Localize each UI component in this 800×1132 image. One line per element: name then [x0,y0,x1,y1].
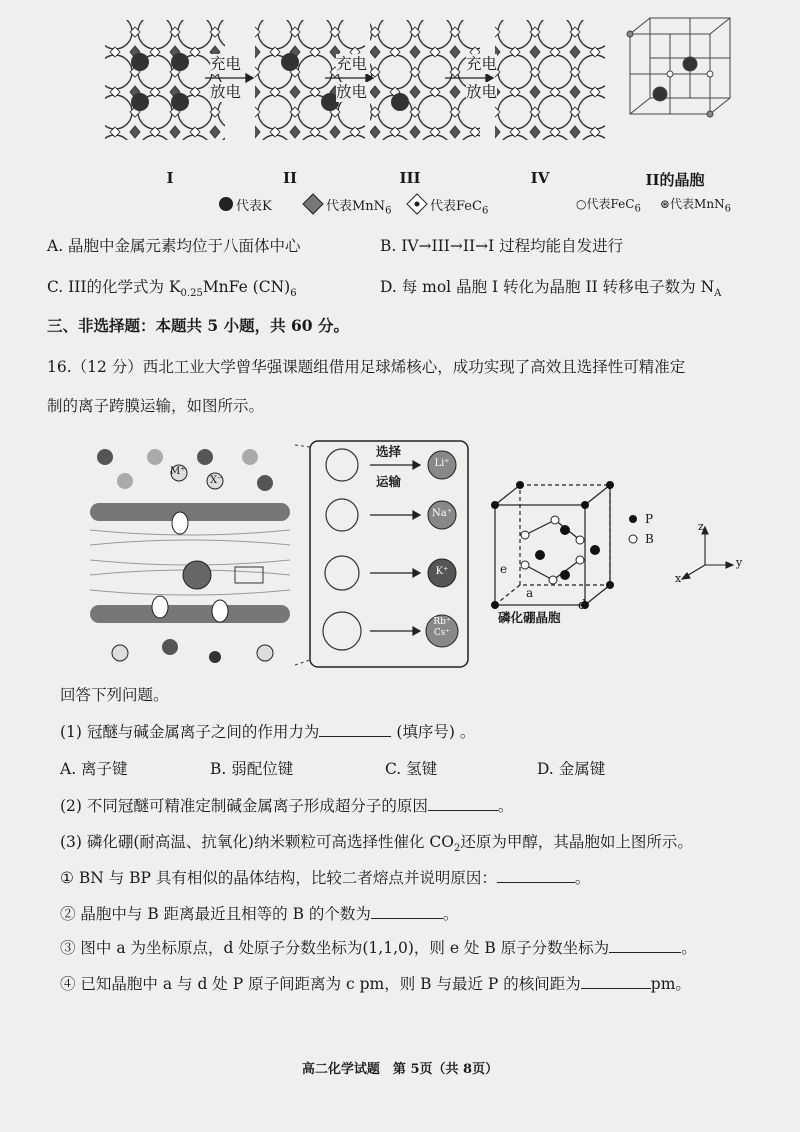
rb-label: Rb⁺ [433,617,451,627]
q16-part1: (1) 冠醚与碱金属离子之间的作用力为 (填序号) 。 [60,723,476,741]
bp-unit-cell [495,485,610,605]
option-c: C. III的化学式为 $K_{0.25}MnFe$ $(CN)_6$ [47,278,297,300]
point-d-label: d [578,598,587,613]
label-IV: IV [530,169,550,187]
k-ion [131,53,149,71]
p-legend-icon [629,515,637,523]
arrow-3-top: 充电 [466,55,498,73]
b-atoms [521,516,584,584]
p1-option-c: C. 氢键 [385,760,438,778]
fullerene-core [183,561,211,589]
lattice-IV [495,20,605,140]
li-label: Li⁺ [434,458,450,469]
label-II: II [282,169,298,187]
select-label-bottom: 运输 [376,474,402,489]
option-a: A. 晶胞中金属元素均位于八面体中心 [47,237,301,255]
q16-intro-line1: 16.（12 分）西北工业大学曾华强课题组借用足球烯核心，成功实现了高效且选择性可精准定 [47,358,686,376]
option-b: B. IV→III→II→I 过程均能自发进行 [380,237,624,255]
label-I: I [166,169,174,187]
section-3-heading: 三、非选择题：本题共 5 小题，共 60 分。 [47,316,349,335]
p1-option-d: D. 金属键 [537,760,606,778]
q16-sub3: ③ 图中 a 为坐标原点，d 处原子分数坐标为(1,1,0)，则 e 处 B 原子分数坐标为 。 [60,939,697,957]
answer-blank-2[interactable] [428,796,498,811]
answer-blank-3[interactable] [497,868,575,883]
bottom-ions [112,639,273,663]
ion-transport-figure [85,435,765,675]
arrow-1-bottom: 放电 [210,83,242,101]
b-legend-icon [629,535,637,543]
k-ion [171,53,189,71]
legend-p-label: P [645,512,654,526]
axis-x-label: x [675,572,682,585]
x-ion-label: X⁻ [210,475,223,486]
select-label-top: 选择 [376,444,402,459]
k-ion [281,53,299,71]
point-a-label: a [526,586,534,600]
page-footer: 高二化学试题 第 5页（共 8页） [301,1062,499,1077]
coordinate-axes [682,527,733,579]
label-III: III [399,169,421,187]
q16-part2: (2) 不同冠醚可精准定制碱金属离子形成超分子的原因 。 [60,797,514,815]
q16-part3: (3) 磷化硼(耐高温、抗氧化)纳米颗粒可高选择性催化 $CO_2$还原为甲醇，其晶胞如上图所示。 [60,833,693,855]
option-d: D. 每 mol 晶胞 I 转化为晶胞 II 转移电子数为 $N_A$ [380,278,722,300]
unit-cell-II [627,18,730,117]
p1-option-b: B. 弱配位键 [210,760,294,778]
crystal-label: 磷化硼晶胞 [498,610,561,625]
q16-intro-line2: 制的离子跨膜运输，如图所示。 [47,397,265,415]
cs-label: Cs⁺ [433,628,451,638]
k-ion [171,93,189,111]
p-atoms [491,481,614,609]
q16-sub4: ④ 已知晶胞中 a 与 d 处 P 原子间距离为 c pm，则 B 与最近 P 的核间距为 pm。 [60,975,691,993]
answer-blank-1[interactable] [319,722,391,737]
answer-blank-5[interactable] [609,938,681,953]
answer-blank-4[interactable] [371,904,443,919]
arrow-1-top: 充电 [210,55,242,73]
q16-sub1: ① BN 与 BP 具有相似的晶体结构，比较二者熔点并说明原因： 。 [60,869,591,887]
legend-b-label: B [645,532,654,546]
lattice-I [105,20,225,140]
lattice-II [255,20,368,140]
label-II-cell: II的晶胞 [645,171,705,189]
figure1-legend: 代表K 代表MnN$_6$ 代表FeC$_6$ ○代表FeC$_6$ ⊛代表MnN$_6$ [218,193,758,215]
k-label: K⁺ [435,566,449,577]
na-label: Na⁺ [432,508,452,519]
arrow-2-top: 充电 [336,55,368,73]
m-ion-label: M⁺ [170,466,186,477]
k-ion [391,93,409,111]
axis-z-label: z [698,520,704,533]
q16-sub2: ② 晶胞中与 B 距离最近且相等的 B 的个数为 。 [60,905,459,923]
membrane-bottom [90,605,290,623]
p1-option-a: A. 离子键 [60,760,128,778]
fec6-legend-icon [406,193,428,215]
mnn6-legend-icon [302,193,324,215]
point-e-label: e [500,562,508,576]
arrow-3-bottom: 放电 [466,83,498,101]
q16-prompt: 回答下列问题。 [60,686,169,704]
k-ion [131,93,149,111]
k-legend-icon [218,196,234,212]
arrow-2-bottom: 放电 [336,83,368,101]
answer-blank-6[interactable] [581,974,651,989]
lattice-III [370,20,480,140]
battery-lattice-figure [95,12,755,177]
axis-y-label: y [736,556,743,569]
membrane-top [90,503,290,521]
